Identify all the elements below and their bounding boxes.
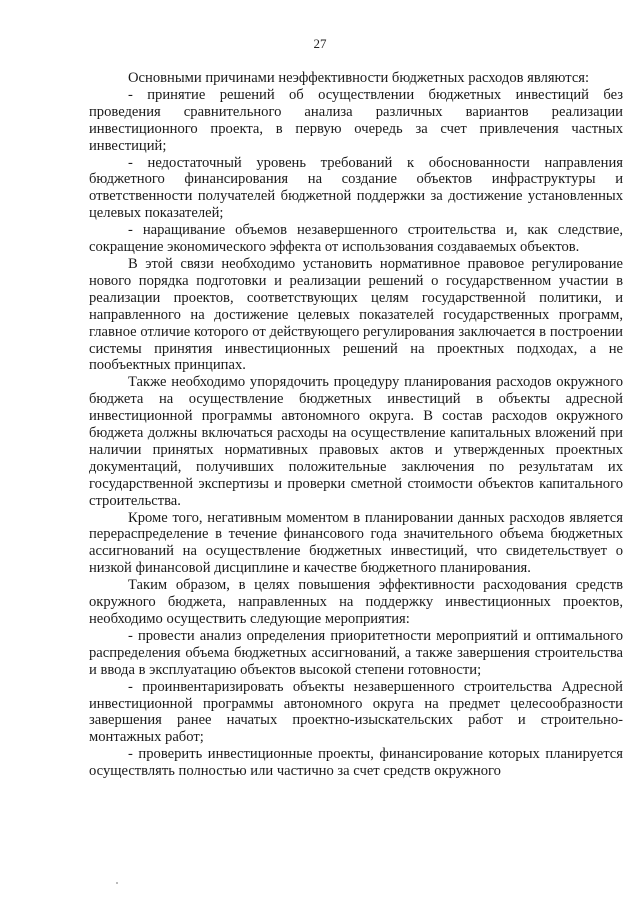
paragraph-measure-2: - проинвентаризировать объекты незавершенного строительства Адресной инвестиционной программы автономного округа на предмет целесообразности завершения ранее начатых проектно-изыскательских работ и строительно-монтажных работ;	[89, 678, 623, 746]
paragraph-measure-3: - проверить инвестиционные проекты, финансирование которых планируется осуществлять полностью или частично за счет средств окружного	[89, 746, 623, 780]
paragraph-regulation: В этой связи необходимо установить нормативное правовое регулирование нового порядка подготовки и реализации решений о государственном участии в реализации проектов, соответствующих целям государственной политики, и направленного на достижение целевых показателей государственных программ, главное отличие которого от действующего регулирования заключается в построении системы принятия инвестиционных решений на проектных подходах, а не пообъектных принципах.	[89, 255, 623, 374]
paragraph-reason-1: - принятие решений об осуществлении бюджетных инвестиций без проведения сравнительного анализа различных вариантов реализации инвестиционного проекта, в первую очередь за счет привлечения частных инвестиций;	[89, 86, 623, 154]
document-body	[89, 70, 623, 780]
scan-speck	[116, 882, 118, 884]
paragraph-reason-2: - недостаточный уровень требований к обоснованности направления бюджетного финансирования на создание объектов инфраструктуры и ответственности получателей бюджетной поддержки за достижение установленных целевых показателей;	[89, 154, 623, 222]
paragraph-negative-moment: Кроме того, негативным моментом в планировании данных расходов является перераспределение в течение финансового года значительного объема бюджетных ассигнований на осуществление бюджетных инвестиций, что свидетельствует о низкой финансовой дисциплине и качестве бюджетного планирования.	[89, 509, 623, 577]
paragraph-reason-3: - наращивание объемов незавершенного строительства и, как следствие, сокращение экономического эффекта от использования создаваемых объектов.	[89, 222, 623, 256]
paragraph-measure-1: - провести анализ определения приоритетности мероприятий и оптимального распределения объема бюджетных ассигнований, а также завершения строительства и ввода в эксплуатацию объектов высокой степени готовности;	[89, 627, 623, 678]
page-number: 27	[313, 36, 327, 51]
paragraph-intro: Основными причинами неэффективности бюджетных расходов являются:	[128, 70, 590, 86]
paragraph-planning: Также необходимо упорядочить процедуру планирования расходов окружного бюджета на осуществление бюджетных инвестиций в объекты адресной инвестиционной программы автономного округа. В состав расходов окружного бюджета должны включаться расходы на осуществление капитальных вложений при наличии принятых нормативных правовых актов и утвержденных проектных документаций, получивших положительные заключения по результатам их государственной экспертизы и проверки сметной стоимости объектов капитального строительства.	[89, 374, 623, 509]
paragraph-measures-intro: Таким образом, в целях повышения эффективности расходования средств окружного бюджета, направленных на поддержку инвестиционных проектов, необходимо осуществить следующие мероприятия:	[89, 577, 623, 627]
